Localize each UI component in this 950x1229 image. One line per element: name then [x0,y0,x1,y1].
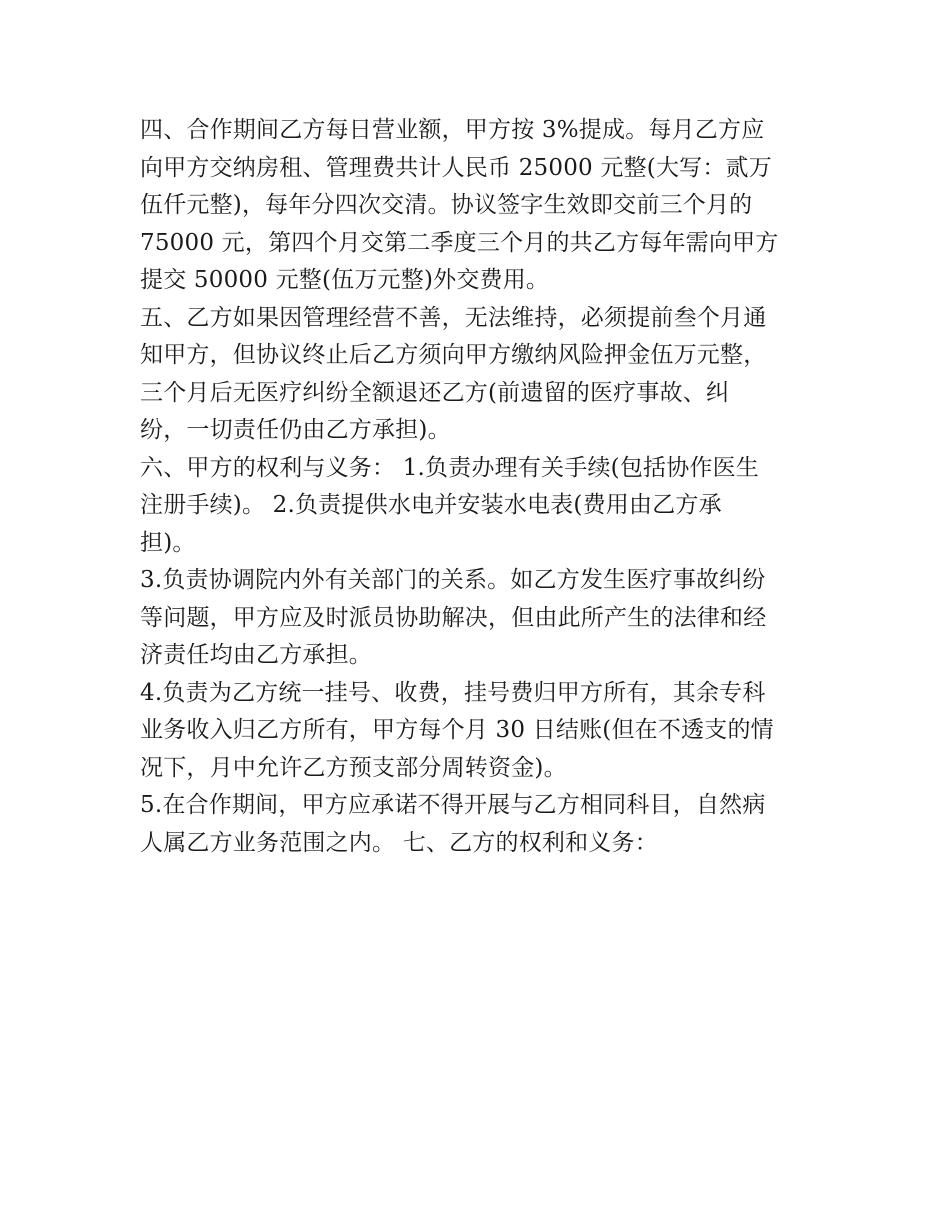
text-line: 4.负责为乙方统一挂号、收费，挂号费归甲方所有，其余专科 [140,679,766,706]
text-line: 纷，一切责任仍由乙方承担)。 [140,417,451,443]
text-line: 3.负责协调院内外有关部门的关系。如乙方发生医疗事故纠纷 [140,567,766,593]
text-line: 伍仟元整)，每年分四次交清。协议签字生效即交前三个月的 [140,192,753,218]
text-line: 业务收入归乙方所有，甲方每个月 30 日结账(但在不透支的情 [140,717,774,743]
text-line: 况下，月中允许乙方预支部分周转资金)。 [140,754,567,781]
text-line: 提交 50000 元整(伍万元整)外交费用。 [140,267,550,293]
text-line: 六、甲方的权利与义务： 1.负责办理有关手续(包括协作医生 [140,454,760,481]
text-line: 5.在合作期间，甲方应承诺不得开展与乙方相同科目，自然病 [140,792,766,818]
text-line: 人属乙方业务范围之内。 七、乙方的权利和义务： [140,829,658,856]
text-line: 五、乙方如果因管理经营不善，无法维持，必须提前叁个月通 [140,304,767,331]
text-line: 知甲方，但协议终止后乙方须向甲方缴纳风险押金伍万元整， [140,342,767,368]
text-line: 向甲方交纳房租、管理费共计人民币 25000 元整(大写：贰万 [140,154,772,181]
text-line: 等问题，甲方应及时派员协助解决，但由此所产生的法律和经 [140,604,767,631]
text-line: 75000 元，第四个月交第二季度三个月的共乙方每年需向甲方 [140,229,779,256]
text-line: 四、合作期间乙方每日营业额，甲方按 3%提成。每月乙方应 [140,117,765,143]
text-line: 济责任均由乙方承担。 [140,642,372,668]
document-body [140,112,830,862]
text-line: 注册手续)。 2.负责提供水电并安装水电表(费用由乙方承 [140,492,722,518]
text-line: 三个月后无医疗纠纷全额退还乙方(前遗留的医疗事故、纠 [140,379,730,406]
text-line: 担)。 [140,529,196,556]
